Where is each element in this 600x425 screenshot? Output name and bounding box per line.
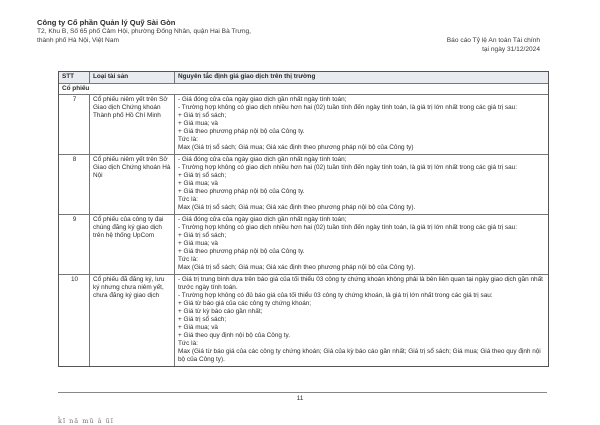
table-row [59,155,548,215]
principle-line: Max (Giá từ báo giá của các công ty chứng khoán; Giá của kỳ báo cáo gần nhất; Giá trị sổ sách; Giá mua; Giá theo quy định nội bộ của Công ty). [178,348,541,363]
header-stt: STT [59,72,90,83]
table-body [59,95,548,366]
principle-line: + Giá theo phương pháp nội bộ của Công ty. [178,128,305,135]
table-row [59,95,548,155]
principle-line: + Giá mua; và [178,240,218,247]
principle-line: + Giá theo quy định nội bộ của Công ty. [178,332,290,339]
row-asset-type: Cổ phiếu của công ty đại chúng đăng ký giao dịch trên hệ thống UpCom [90,215,175,274]
valuation-table [58,71,549,367]
header-asset-type: Loại tài sản [90,72,175,83]
header-valuation-principle: Nguyên tắc định giá giao dịch trên thị trường [178,73,316,80]
table-header-row [59,72,548,84]
principle-line: + Giá mua; và [178,324,218,331]
principle-line: + Giá từ kỳ báo cáo gần nhất; [178,308,263,315]
principle-line: + Giá mua; và [178,180,218,187]
page-number: 11 [296,395,304,402]
principle-line: + Giá trị sổ sách; [178,112,227,119]
row-valuation-principle [175,275,548,366]
row-valuation-principle [175,155,548,214]
row-valuation-principle [175,215,548,274]
principle-line: Tức là: [178,256,198,263]
handwritten-note: k̃ĩ nă mũ â ũĩ [58,417,114,425]
report-header [447,37,540,54]
table-row [59,215,548,275]
company-address-line2: thành phố Hà Nội, Việt Nam [37,36,119,44]
principle-line: + Giá trị sổ sách; [178,316,227,323]
row-asset-type: Cổ phiếu đã đăng ký, lưu ký nhưng chưa niêm yết, chưa đăng ký giao dịch [90,275,175,366]
principle-line: + Giá mua; và [178,120,218,127]
report-date: tại ngày 31/12/2024 [482,45,540,53]
principle-line: Tức là: [178,196,198,203]
company-header [37,18,357,45]
company-name: Công ty Cổ phần Quản lý Quỹ Sài Gòn [37,18,176,27]
principle-line: Tức là: [178,340,198,347]
bottom-rule [58,392,547,393]
principle-line: Max (Giá trị sổ sách; Giá mua; Giá xác định theo phương pháp nội bộ của Công ty) [178,144,414,151]
principle-line: - Trường hợp không có giao dịch nhiều hơn hai (02) tuần tính đến ngày tính toán, là giá trị lớn nhất trong các giá trị sau: [178,164,518,171]
principle-line: - Giá đóng cửa của ngày giao dịch gần nhất ngày tính toán; [178,216,347,223]
principle-line: Max (Giá trị sổ sách; Giá mua; Giá xác định theo phương pháp nội bộ của Công ty). [178,264,416,271]
principle-line: - Giá đóng cửa của ngày giao dịch gần nhất ngày tính toán; [178,156,347,163]
row-stt: 8 [59,155,90,214]
principle-line: Max (Giá trị sổ sách; Giá mua; Giá xác định theo phương pháp nội bộ của Công ty). [178,204,416,211]
principle-line: + Giá theo phương pháp nội bộ của Công ty. [178,188,305,195]
principle-line: + Giá trị sổ sách; [178,232,227,239]
principle-line: - Trường hợp không có giao dịch nhiều hơn hai (02) tuần tính đến ngày tính toán, là giá trị lớn nhất trong các giá trị sau: [178,104,518,111]
principle-line: - Trường hợp không có đủ báo giá của tối thiểu 03 công ty chứng khoán, là giá trị lớn nhất trong các giá trị sau: [178,292,493,299]
principle-line: Tức là: [178,136,198,143]
table-row [59,275,548,366]
table-group-label: Cổ phiếu [59,84,548,95]
report-title: Báo cáo Tỷ lệ An toàn Tài chính [446,37,540,44]
principle-line: + Giá từ báo giá của các công ty chứng khoán; [178,300,312,307]
row-asset-type: Cổ phiếu niêm yết trên Sở Giao dịch Chứng khoán Thành phố Hồ Chí Minh [90,95,175,154]
row-valuation-principle [175,95,548,154]
row-stt: 10 [59,275,90,366]
principle-line: + Giá theo phương pháp nội bộ của Công ty. [178,248,305,255]
company-address-line1: T2, Khu B, Số 65 phố Cảm Hội, phường Đống Nhân, quận Hai Bà Trưng, [37,28,252,35]
principle-line: - Giá đóng cửa của ngày giao dịch gần nhất ngày tính toán; [178,96,347,103]
row-stt: 9 [59,215,90,274]
principle-line: - Trường hợp không có giao dịch nhiều hơn hai (02) tuần tính đến ngày tính toán, là giá trị lớn nhất trong các giá trị sau: [178,224,518,231]
row-asset-type: Cổ phiếu niêm yết trên Sở Giao dịch Chứng khoán Hà Nội [90,155,175,214]
principle-line: - Giá trị trung bình dựa trên báo giá của tối thiểu 03 công ty chứng khoán không phải là bên liên quan tại ngày giao dịch gần nhất trước ngày tính toán. [178,276,543,291]
principle-line: + Giá trị sổ sách; [178,172,227,179]
row-stt: 7 [59,95,90,154]
